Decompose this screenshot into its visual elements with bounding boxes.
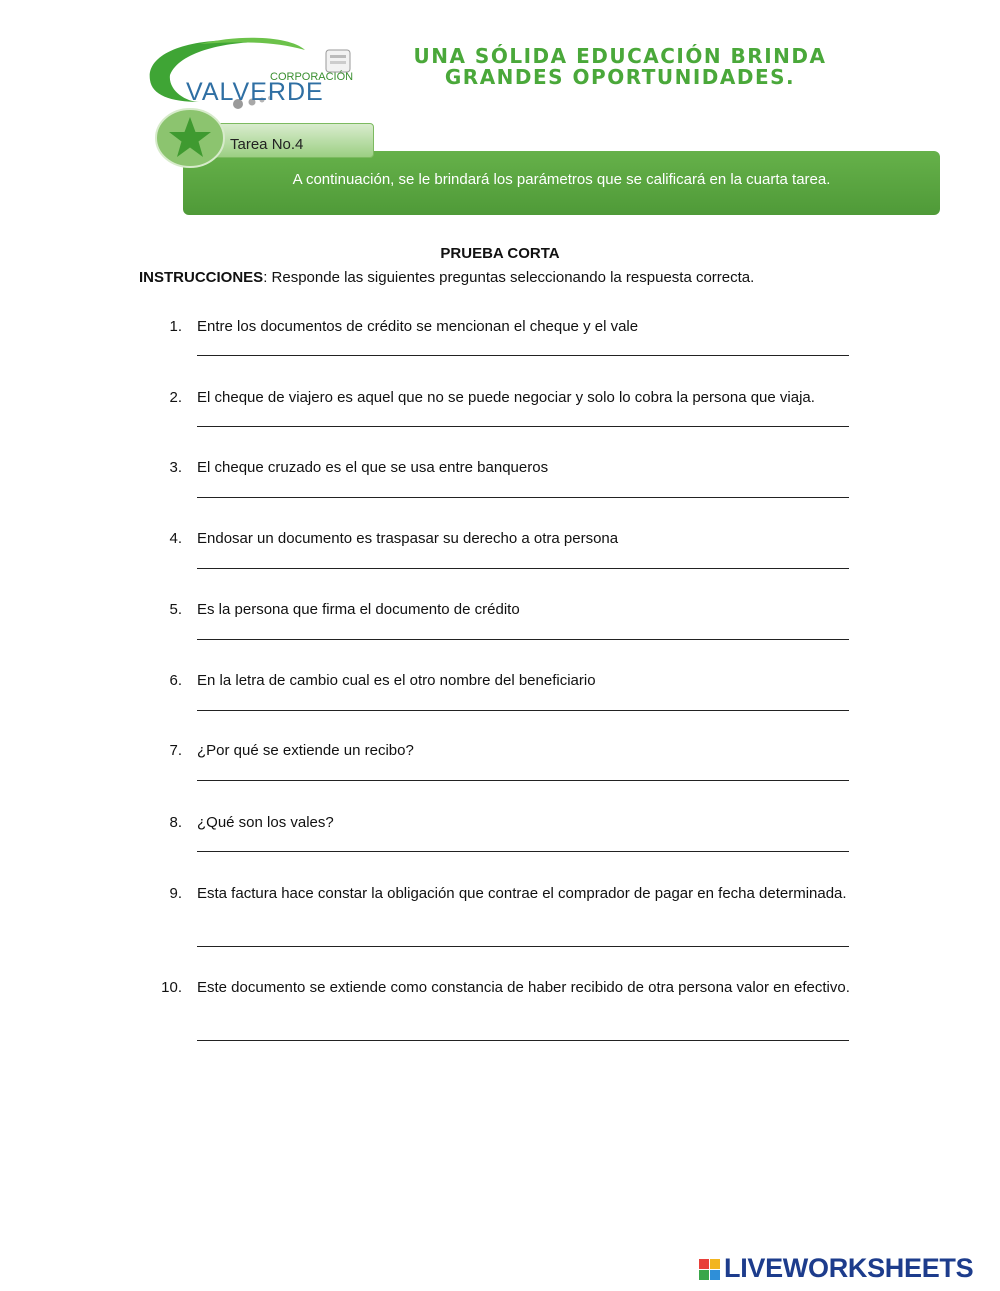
answer-line[interactable] — [197, 497, 849, 498]
logo-top-text: CORPORACIÓN — [270, 71, 354, 83]
task-tab-label: Tarea No.4 — [230, 136, 304, 153]
question-text: ¿Por qué se extiende un recibo? — [197, 742, 414, 759]
question-number: 6. — [169, 672, 182, 689]
question-number: 7. — [169, 742, 182, 759]
logo-main-text: VALVERDE — [186, 78, 324, 106]
answer-line[interactable] — [197, 1040, 849, 1041]
banner-text: A continuación, se le brindará los parámetros que se calificará en la cuarta tarea. — [292, 171, 831, 188]
answer-line[interactable] — [197, 710, 849, 711]
lw-block-icon — [710, 1270, 720, 1280]
answer-line[interactable] — [197, 851, 849, 852]
question-number: 8. — [169, 814, 182, 831]
lw-block-icon — [699, 1270, 709, 1280]
answer-line[interactable] — [197, 355, 849, 356]
instructions — [139, 269, 754, 286]
answer-line[interactable] — [197, 639, 849, 640]
question-number: 3. — [169, 459, 182, 476]
question-number: 10. — [161, 979, 182, 996]
question-text: Endosar un documento es traspasar su derecho a otra persona — [197, 530, 619, 547]
valverde-logo — [140, 30, 380, 120]
answer-line[interactable] — [197, 568, 849, 569]
question-text: Esta factura hace constar la obligación que contrae el comprador de pagar en fecha determinada. — [197, 885, 847, 902]
question-text: El cheque de viajero es aquel que no se puede negociar y solo lo cobra la persona que viaja. — [197, 389, 815, 406]
question-number: 1. — [169, 318, 182, 335]
answer-line[interactable] — [197, 946, 849, 947]
lw-block-icon — [710, 1259, 720, 1269]
question-text: Este documento se extiende como constancia de haber recibido de otra persona valor en efectivo. — [197, 979, 850, 996]
question-number: 9. — [169, 885, 182, 902]
instructions-text: : Responde las siguientes preguntas seleccionando la respuesta correcta. — [263, 269, 755, 286]
task-banner — [183, 151, 940, 215]
question-text: Es la persona que firma el documento de crédito — [197, 601, 520, 618]
slogan — [380, 46, 860, 88]
question-text: El cheque cruzado es el que se usa entre banqueros — [197, 459, 549, 476]
question-number: 2. — [169, 389, 182, 406]
instructions-label: INSTRUCCIONES — [139, 269, 264, 286]
question-text: ¿Qué son los vales? — [197, 814, 334, 831]
watermark-text: LIVEWORKSHEETS — [724, 1253, 974, 1283]
slogan-line-1: UNA SÓLIDA EDUCACIÓN BRINDA — [413, 44, 827, 68]
question-text: Entre los documentos de crédito se mencionan el cheque y el vale — [197, 318, 639, 335]
lw-block-icon — [699, 1259, 709, 1269]
answer-line[interactable] — [197, 780, 849, 781]
slogan-line-2: GRANDES OPORTUNIDADES. — [444, 65, 796, 89]
question-number: 4. — [169, 530, 182, 547]
question-number: 5. — [169, 601, 182, 618]
answer-line[interactable] — [197, 426, 849, 427]
page-title: PRUEBA CORTA — [440, 245, 560, 262]
star-icon — [155, 108, 225, 168]
question-text: En la letra de cambio cual es el otro nombre del beneficiario — [197, 672, 596, 689]
task-tab — [205, 123, 374, 158]
